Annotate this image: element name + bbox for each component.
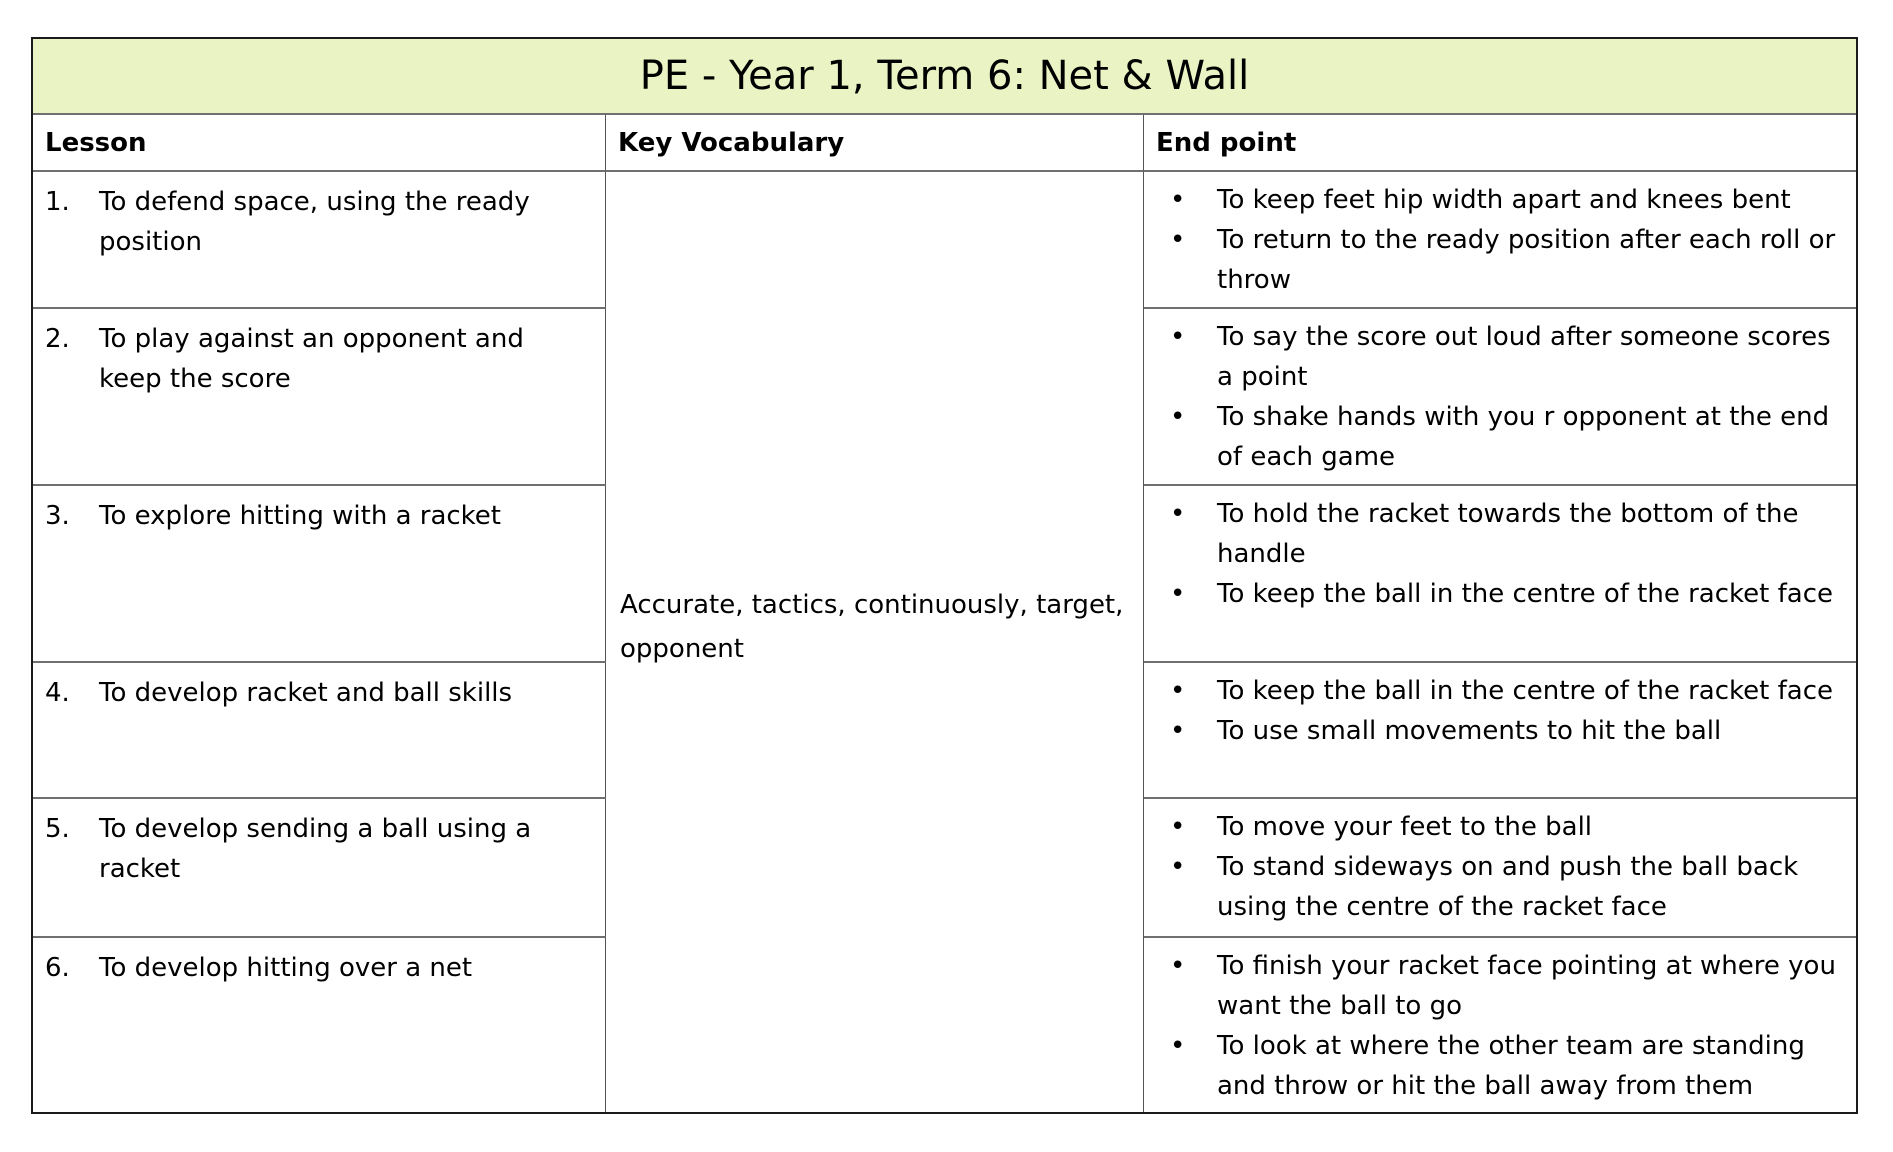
lesson-number: 6.	[45, 953, 70, 983]
bullet-icon: •	[1170, 579, 1186, 609]
table-grid	[33, 115, 1856, 1112]
bullet-icon: •	[1170, 812, 1186, 842]
header-lesson: Lesson	[33, 115, 606, 172]
curriculum-table	[31, 37, 1858, 1114]
end-point-item: • To keep feet hip width apart and knees bent	[1162, 180, 1846, 220]
bullet-icon: •	[1170, 322, 1186, 352]
key-vocabulary-cell-continued	[606, 938, 1144, 1112]
lesson-number: 3.	[45, 501, 70, 531]
lesson-number: 1.	[45, 187, 70, 217]
header-end-point: End point	[1144, 115, 1856, 172]
bullet-icon: •	[1170, 499, 1186, 529]
lesson-number: 5.	[45, 814, 70, 844]
end-point-cell-2	[1144, 309, 1856, 486]
end-point-item: • To return to the ready position after each roll or throw	[1162, 220, 1846, 300]
bullet-icon: •	[1170, 716, 1186, 746]
end-point-item: • To keep the ball in the centre of the racket face	[1162, 671, 1846, 711]
lesson-text: To defend space, using the ready position	[99, 187, 530, 257]
bullet-icon: •	[1170, 852, 1186, 882]
lesson-text: To explore hitting with a racket	[99, 501, 501, 531]
end-point-cell-3	[1144, 486, 1856, 663]
lesson-text: To develop sending a ball using a racket	[99, 814, 532, 884]
lesson-number: 2.	[45, 324, 70, 354]
lesson-text: To play against an opponent and keep the score	[99, 324, 524, 394]
bullet-icon: •	[1170, 185, 1186, 215]
bullet-icon: •	[1170, 1031, 1186, 1061]
end-point-item: • To use small movements to hit the ball	[1162, 711, 1846, 751]
lesson-cell-1	[33, 172, 606, 309]
lesson-text: To develop racket and ball skills	[99, 678, 513, 708]
bullet-icon: •	[1170, 676, 1186, 706]
end-point-item: • To move your feet to the ball	[1162, 807, 1846, 847]
end-point-item: • To stand sideways on and push the ball back using the centre of the racket face	[1162, 847, 1846, 927]
lesson-number: 4.	[45, 678, 70, 708]
lesson-cell-2	[33, 309, 606, 486]
bullet-icon: •	[1170, 225, 1186, 255]
end-point-item: • To shake hands with you r opponent at the end of each game	[1162, 397, 1846, 477]
end-point-cell-1	[1144, 172, 1856, 309]
page-title: PE - Year 1, Term 6: Net & Wall	[639, 53, 1250, 99]
lesson-text: To develop hitting over a net	[99, 953, 473, 983]
end-point-cell-4	[1144, 663, 1856, 799]
lesson-cell-5	[33, 799, 606, 938]
end-point-cell-6	[1144, 938, 1856, 1112]
end-point-item: • To say the score out loud after someone scores a point	[1162, 317, 1846, 397]
lesson-cell-4	[33, 663, 606, 799]
end-point-item: • To keep the ball in the centre of the racket face	[1162, 574, 1846, 614]
lesson-cell-3	[33, 486, 606, 663]
end-point-cell-5	[1144, 799, 1856, 938]
end-point-item: • To hold the racket towards the bottom of the handle	[1162, 494, 1846, 574]
key-vocabulary-text: Accurate, tactics, continuously, target, opponent	[620, 590, 1124, 664]
title-bar	[33, 39, 1856, 115]
bullet-icon: •	[1170, 951, 1186, 981]
end-point-item: • To look at where the other team are standing and throw or hit the ball away from them	[1162, 1026, 1846, 1106]
lesson-cell-6	[33, 938, 606, 1112]
end-point-item: • To finish your racket face pointing at where you want the ball to go	[1162, 946, 1846, 1026]
header-key-vocabulary: Key Vocabulary	[606, 115, 1144, 172]
bullet-icon: •	[1170, 402, 1186, 432]
